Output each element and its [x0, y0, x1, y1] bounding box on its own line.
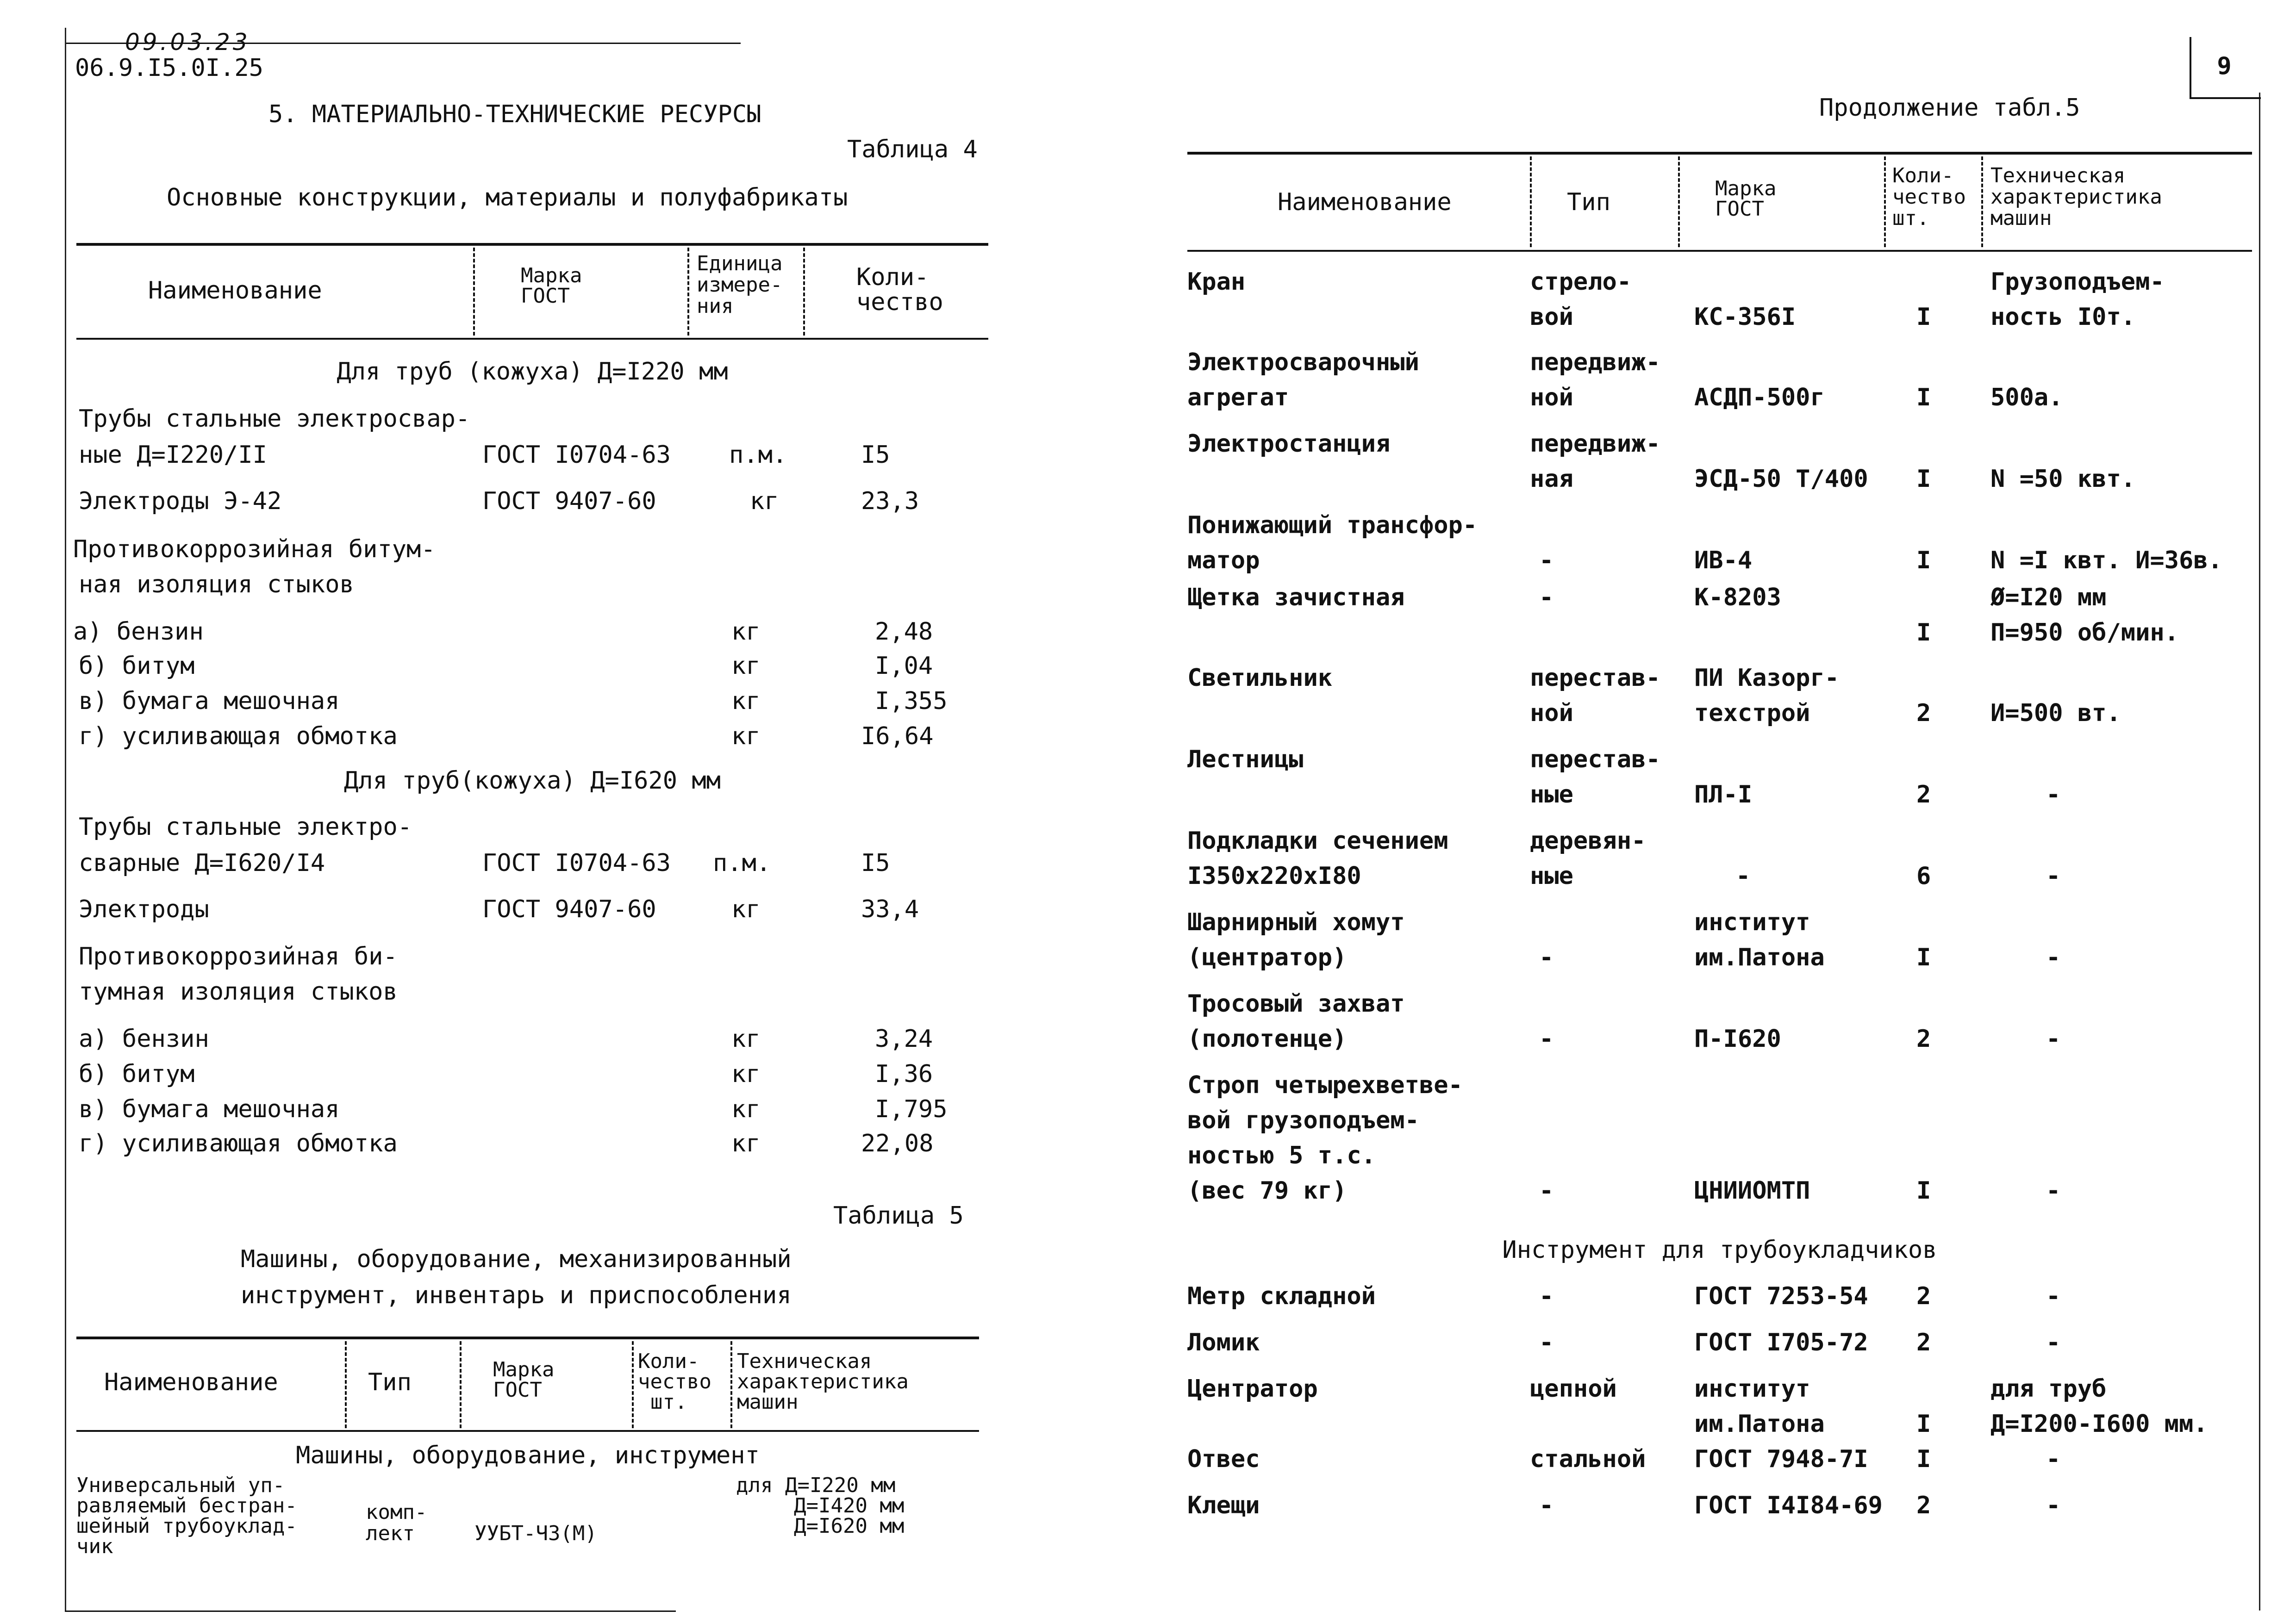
table5-cont-row-mark: ИВ-4 — [1694, 547, 1753, 574]
table4-row-unit: кг — [731, 1130, 761, 1157]
table5-cont-row-mark: - — [1736, 862, 1751, 890]
continuation-label: Продолжение табл.5 — [1819, 94, 2080, 122]
table4-row-name: в) бумага мешочная — [79, 687, 340, 715]
table4-header-unit-line2: измере- — [697, 273, 783, 297]
table4-col-divider-3 — [803, 248, 805, 336]
table5-cont-row-name: (вес 79 кг) — [1187, 1177, 1347, 1205]
table5-row-tech: для Д=I220 мм — [736, 1474, 896, 1497]
table4-row-qty: I,04 — [875, 652, 933, 680]
table5-cont-row-qty: I — [1916, 303, 1931, 331]
table4-row-mark: ГОСТ 9407-60 — [482, 487, 656, 515]
bottom-frame-left — [65, 1611, 676, 1612]
table4-row-mark: ГОСТ I0704-63 — [482, 441, 671, 469]
table5-cont-col-divider-3 — [1884, 156, 1886, 247]
table5-cont-row-name: Метр складной — [1187, 1282, 1376, 1310]
table5-cont-row-qty: 2 — [1916, 699, 1931, 727]
table5-cont-row-type: передвиж- — [1530, 430, 1660, 458]
table5-cont-row-name: Ломик — [1187, 1329, 1260, 1356]
table5-cont-row-qty: 2 — [1916, 1025, 1931, 1053]
table5-cont-row-name: I350х220хI80 — [1187, 862, 1361, 890]
table5-cont-row-qty: I — [1916, 547, 1931, 574]
table5-cont-row-type: ная — [1530, 465, 1573, 493]
table5-header-qty-line3: шт. — [650, 1390, 687, 1414]
table5-header-mark-line1: Марка — [493, 1358, 555, 1381]
table5-cont-row-type: - — [1539, 1329, 1554, 1356]
table5-cont-row-type: - — [1539, 1025, 1554, 1053]
table5-cont-header-mark-line1: Марка — [1715, 177, 1777, 200]
table4-col-divider-2 — [687, 248, 689, 336]
table5-cont-group-2: Инструмент для трубоукладчиков — [1502, 1236, 1937, 1264]
table5-header-top-rule — [76, 1337, 979, 1339]
table5-header-bottom-rule — [76, 1430, 979, 1432]
table5-cont-row-mark: КС-356I — [1694, 303, 1796, 331]
table5-cont-header-qty-line3: шт. — [1892, 206, 1929, 230]
table4-header-unit-line3: ния — [697, 294, 734, 318]
table5-cont-row-name: Строп четырехветве- — [1187, 1071, 1463, 1099]
table4-row-unit: кг — [750, 487, 779, 515]
table4-row-name: Электроды Э-42 — [79, 487, 282, 515]
table5-cont-row-qty: 2 — [1916, 1492, 1931, 1519]
table4-row-unit: п.м. — [713, 849, 771, 877]
table4-header-bottom-rule — [76, 338, 988, 340]
table4-row-name: сварные Д=I620/I4 — [79, 849, 325, 877]
table5-cont-row-tech: - — [2046, 1025, 2061, 1053]
table5-cont-row-tech: ность I0т. — [1990, 303, 2136, 331]
table5-row-name: чик — [76, 1535, 113, 1558]
table4-header-top-rule — [76, 243, 988, 246]
table4-header-qty-line1: Коли- — [856, 263, 929, 291]
table5-cont-col-divider-2 — [1678, 156, 1680, 247]
table4-row-name: Противокоррозийная би- — [79, 943, 398, 970]
table5-cont-row-type: перестав- — [1530, 746, 1660, 773]
table4-group-2: Для труб(кожуха) Д=I620 мм — [344, 767, 721, 795]
table4-row-qty: 33,4 — [861, 895, 919, 923]
table5-cont-row-name: вой грузоподъем- — [1187, 1107, 1419, 1134]
table5-cont-row-tech: N =I квт. И=36в. — [1990, 547, 2222, 574]
handwritten-date: 09.03.23 — [125, 29, 250, 56]
table5-cont-row-type: - — [1539, 584, 1554, 611]
table5-cont-row-mark: ЭСД-50 Т/400 — [1694, 465, 1868, 493]
table5-cont-row-name: агрегат — [1187, 384, 1289, 411]
table4-row-unit: кг — [731, 687, 761, 715]
table4-row-name: Электроды — [79, 895, 209, 923]
table5-row-mark: УУБТ-ЧЗ(М) — [474, 1522, 597, 1545]
table5-cont-row-tech: Грузоподъем- — [1990, 268, 2165, 296]
table5-col-divider-2 — [460, 1341, 462, 1428]
table5-col-divider-3 — [632, 1341, 634, 1428]
table5-cont-row-name: Центратор — [1187, 1375, 1318, 1403]
table5-cont-row-qty: I — [1916, 1445, 1931, 1473]
table5-cont-row-name: Щетка зачистная — [1187, 584, 1405, 611]
table5-row-name: шейный трубоуклад- — [76, 1514, 297, 1538]
table5-label: Таблица 5 — [833, 1202, 964, 1230]
table5-cont-row-mark: им.Патона — [1694, 944, 1825, 971]
table5-cont-row-mark: ГОСТ 7948-7I — [1694, 1445, 1868, 1473]
table5-cont-row-tech: - — [2046, 781, 2061, 808]
table5-cont-row-type: ной — [1530, 384, 1573, 411]
table5-cont-row-qty: I — [1916, 384, 1931, 411]
table4-row-name: Трубы стальные электросвар- — [79, 405, 470, 433]
table5-cont-row-mark: им.Патона — [1694, 1410, 1825, 1438]
table5-cont-row-tech: - — [2046, 1177, 2061, 1205]
table4-row-name: ная изоляция стыков — [79, 571, 354, 598]
table5-cont-row-qty: I — [1916, 619, 1931, 647]
table5-cont-row-tech: - — [2046, 1329, 2061, 1356]
table5-cont-row-mark: ПЛ-I — [1694, 781, 1753, 808]
table5-row-name: равляемый бестран- — [76, 1494, 297, 1517]
table4-row-name: Противокоррозийная битум- — [73, 535, 436, 563]
table4-header-unit-line1: Единица — [697, 252, 783, 275]
table5-cont-row-type: деревян- — [1530, 827, 1646, 855]
table5-cont-row-type: перестав- — [1530, 664, 1660, 692]
table5-cont-row-name: Клещи — [1187, 1492, 1260, 1519]
table5-header-name: Наименование — [104, 1368, 278, 1396]
table5-cont-row-name: Шарнирный хомут — [1187, 908, 1405, 936]
table5-cont-row-name: ностью 5 т.с. — [1187, 1142, 1376, 1169]
table4-header-name: Наименование — [148, 277, 322, 305]
table5-cont-header-name: Наименование — [1278, 188, 1452, 216]
table5-cont-row-name: Подкладки сечением — [1187, 827, 1448, 855]
table4-row-name: в) бумага мешочная — [79, 1095, 340, 1123]
table5-cont-row-name: (полотенце) — [1187, 1025, 1347, 1053]
table4-row-qty: 3,24 — [875, 1025, 933, 1053]
table5-cont-row-type: ные — [1530, 862, 1573, 890]
table4-title: Основные конструкции, материалы и полуфабрикаты — [167, 184, 848, 211]
table5-cont-header-qty-line2: чество — [1892, 185, 1966, 209]
table5-cont-row-type: - — [1539, 1177, 1554, 1205]
table5-header-tech-line3: машин — [737, 1390, 799, 1414]
table4-group-1: Для труб (кожуха) Д=I220 мм — [337, 358, 728, 386]
page-number: 9 — [2217, 52, 2232, 80]
table5-cont-row-tech: 500а. — [1990, 384, 2063, 411]
table5-cont-col-divider-4 — [1981, 156, 1983, 247]
table5-cont-row-qty: 2 — [1916, 1282, 1931, 1310]
right-frame-line — [2259, 93, 2260, 1611]
table5-cont-row-type: ной — [1530, 699, 1573, 727]
table5-row-type: комп- — [366, 1500, 427, 1524]
table5-row-type: лект — [366, 1522, 415, 1545]
table5-cont-row-type: передвиж- — [1530, 348, 1660, 376]
table5-cont-row-name: Светильник — [1187, 664, 1333, 692]
table5-cont-row-qty: 2 — [1916, 1329, 1931, 1356]
table4-header-mark-line2: ГОСТ — [521, 284, 570, 308]
table5-cont-row-type: вой — [1530, 303, 1573, 331]
table5-cont-row-type: цепной — [1530, 1375, 1617, 1403]
table5-cont-row-tech: для труб — [1990, 1375, 2107, 1403]
table4-header-qty-line2: чество — [856, 288, 943, 316]
table5-col-divider-4 — [730, 1341, 732, 1428]
table4-row-qty: I,795 — [875, 1095, 948, 1123]
table4-row-qty: 23,3 — [861, 487, 919, 515]
table5-cont-col-divider-1 — [1530, 156, 1532, 247]
table5-cont-row-mark: ГОСТ I4I84-69 — [1694, 1492, 1883, 1519]
table4-row-unit: кг — [731, 1025, 761, 1053]
table5-cont-row-mark: ПИ Казорг- — [1694, 664, 1840, 692]
table5-cont-row-name: Электростанция — [1187, 430, 1391, 458]
table5-cont-row-mark: ЦНИИОМТП — [1694, 1177, 1810, 1205]
table4-row-qty: I,36 — [875, 1060, 933, 1088]
table5-cont-header-tech-line3: машин — [1990, 206, 2052, 230]
left-frame-line — [65, 28, 66, 1611]
table5-cont-row-tech: Ø=I20 мм — [1990, 584, 2107, 611]
table5-cont-row-mark: ГОСТ I705-72 — [1694, 1329, 1868, 1356]
table5-cont-row-name: Понижающий трансфор- — [1187, 511, 1478, 539]
table4-row-name: а) бензин — [79, 1025, 209, 1053]
table5-cont-row-tech: И=500 вт. — [1990, 699, 2121, 727]
table4-row-name: ные Д=I220/II — [79, 441, 267, 469]
table5-cont-row-name: Электросварочный — [1187, 348, 1419, 376]
table4-header-mark-line1: Марка — [521, 264, 582, 287]
table5-header-tech-line2: характеристика — [737, 1370, 909, 1393]
table5-header-mark-line2: ГОСТ — [493, 1378, 542, 1402]
table5-cont-row-name: Отвес — [1187, 1445, 1260, 1473]
table5-cont-header-bottom-rule — [1187, 250, 2252, 252]
table5-cont-row-name: Кран — [1187, 268, 1246, 296]
table4-row-qty: I5 — [861, 849, 890, 877]
table5-cont-row-qty: I — [1916, 465, 1931, 493]
table4-row-name: Трубы стальные электро- — [79, 813, 412, 841]
table5-cont-header-type: Тип — [1567, 188, 1610, 216]
table5-cont-row-type: - — [1539, 1282, 1554, 1310]
table4-row-qty: I6,64 — [861, 722, 934, 750]
table4-row-unit: кг — [731, 652, 761, 680]
table5-cont-row-type: - — [1539, 944, 1554, 971]
table5-cont-row-name: Тросовый захват — [1187, 990, 1405, 1018]
table5-cont-row-tech: - — [2046, 1282, 2061, 1310]
table5-cont-header-qty-line1: Коли- — [1892, 164, 1954, 187]
table5-cont-row-mark: П-I620 — [1694, 1025, 1781, 1053]
table4-row-unit: кг — [731, 618, 761, 646]
table4-row-name: б) битум — [79, 652, 195, 680]
table5-cont-row-name: (центратор) — [1187, 944, 1347, 971]
table5-cont-row-tech: - — [2046, 1492, 2061, 1519]
table4-row-unit: кг — [731, 1060, 761, 1088]
table4-row-unit: п.м. — [729, 441, 787, 469]
table4-row-name: тумная изоляция стыков — [79, 978, 398, 1006]
table4-row-name: б) битум — [79, 1060, 195, 1088]
table5-cont-row-type: стальной — [1530, 1445, 1646, 1473]
table4-row-name: а) бензин — [73, 618, 204, 646]
table4-row-qty: 2,48 — [875, 618, 933, 646]
table4-row-qty: I5 — [861, 441, 890, 469]
table5-cont-row-type: стрело- — [1530, 268, 1632, 296]
table4-label: Таблица 4 — [847, 136, 978, 163]
table5-cont-row-type: ные — [1530, 781, 1573, 808]
table5-cont-row-name: Лестницы — [1187, 746, 1304, 773]
table5-header-tech-line1: Техническая — [737, 1349, 872, 1373]
table5-cont-row-qty: I — [1916, 1177, 1931, 1205]
table5-header-type: Тип — [368, 1368, 412, 1396]
table5-cont-row-qty: I — [1916, 1410, 1931, 1438]
table5-row-name: Универсальный уп- — [76, 1474, 285, 1497]
table5-col-divider-1 — [345, 1341, 347, 1428]
table5-title-line1: Машины, оборудование, механизированный — [241, 1245, 792, 1273]
table5-group-1: Машины, оборудование, инструмент — [296, 1442, 760, 1469]
table5-title-line2: инструмент, инвентарь и приспособления — [241, 1281, 792, 1309]
table5-cont-row-mark: АСДП-500г — [1694, 384, 1825, 411]
table4-row-qty: I,355 — [875, 687, 948, 715]
table5-cont-row-tech: П=950 об/мин. — [1990, 619, 2179, 647]
table5-cont-row-type: - — [1539, 1492, 1554, 1519]
table4-row-mark: ГОСТ 9407-60 — [482, 895, 656, 923]
table4-col-divider-1 — [473, 248, 475, 336]
table4-row-unit: кг — [731, 895, 761, 923]
table5-cont-row-tech: N =50 квт. — [1990, 465, 2136, 493]
table5-cont-row-tech: Д=I200-I600 мм. — [1990, 1410, 2208, 1438]
table5-cont-row-qty: 6 — [1916, 862, 1931, 890]
table5-cont-header-tech-line2: характеристика — [1990, 185, 2162, 209]
table5-cont-row-type: - — [1539, 547, 1554, 574]
document-code: 06.9.I5.0I.25 — [75, 54, 263, 82]
table4-row-qty: 22,08 — [861, 1130, 934, 1157]
table5-cont-row-mark: К-8203 — [1694, 584, 1781, 611]
table4-row-unit: кг — [731, 722, 761, 750]
table5-cont-row-mark: институт — [1694, 908, 1810, 936]
section-title: 5. МАТЕРИАЛЬНО-ТЕХНИЧЕСКИЕ РЕСУРСЫ — [268, 100, 761, 128]
table5-cont-row-mark: техстрой — [1694, 699, 1810, 727]
table5-cont-row-mark: ГОСТ 7253-54 — [1694, 1282, 1868, 1310]
table5-cont-header-top-rule — [1187, 152, 2252, 155]
table5-cont-row-tech: - — [2046, 944, 2061, 971]
table5-cont-header-mark-line2: ГОСТ — [1715, 197, 1764, 221]
table5-cont-row-tech: - — [2046, 862, 2061, 890]
table4-row-mark: ГОСТ I0704-63 — [482, 849, 671, 877]
table4-row-name: г) усиливающая обмотка — [79, 722, 398, 750]
table5-cont-row-name: матор — [1187, 547, 1260, 574]
table5-cont-row-tech: - — [2046, 1445, 2061, 1473]
table5-cont-row-qty: 2 — [1916, 781, 1931, 808]
table5-row-tech: Д=I620 мм — [794, 1514, 905, 1538]
table4-row-name: г) усиливающая обмотка — [79, 1130, 398, 1157]
table5-header-qty-line2: чество — [638, 1370, 711, 1393]
table4-row-unit: кг — [731, 1095, 761, 1123]
table5-header-qty-line1: Коли- — [638, 1349, 699, 1373]
table5-cont-row-mark: институт — [1694, 1375, 1810, 1403]
table5-cont-row-qty: I — [1916, 944, 1931, 971]
table5-cont-header-tech-line1: Техническая — [1990, 164, 2126, 187]
table5-row-tech: Д=I420 мм — [794, 1494, 905, 1517]
